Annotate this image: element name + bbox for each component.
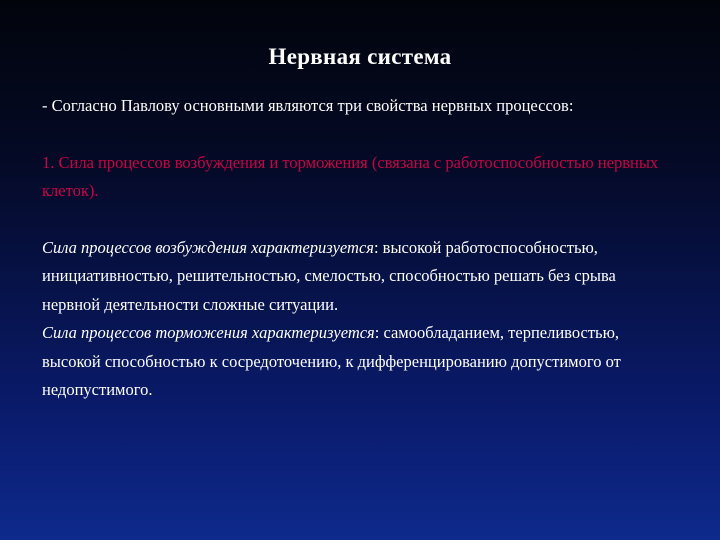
inhibition-text: : самообладанием, терпеливостью, высокой способностью к сосредоточению, к дифференцированию допустимого от недопустимого. xyxy=(42,323,621,399)
inhibition-term: Сила процессов торможения характеризуется xyxy=(42,323,375,342)
slide-body xyxy=(42,92,662,405)
slide-title xyxy=(0,44,720,70)
spacer xyxy=(42,206,662,234)
point-1-paragraph: 1. Сила процессов возбуждения и торможения (связана с работоспособностью нервных клеток). xyxy=(42,152,659,200)
intro-paragraph: - Согласно Павлову основными являются три свойства нервных процессов: xyxy=(42,96,574,115)
excitation-text: : высокой работоспособностью, инициативностью, решительностью, смелостью, способностью решать без срыва нервной деятельности сложные ситуации. xyxy=(42,237,616,314)
excitation-paragraph xyxy=(42,234,662,320)
inhibition-paragraph xyxy=(42,319,662,405)
excitation-term: Сила процессов возбуждения характеризуется xyxy=(42,237,374,257)
slide-title-text: Нервная система xyxy=(268,44,452,69)
spacer xyxy=(42,121,662,149)
